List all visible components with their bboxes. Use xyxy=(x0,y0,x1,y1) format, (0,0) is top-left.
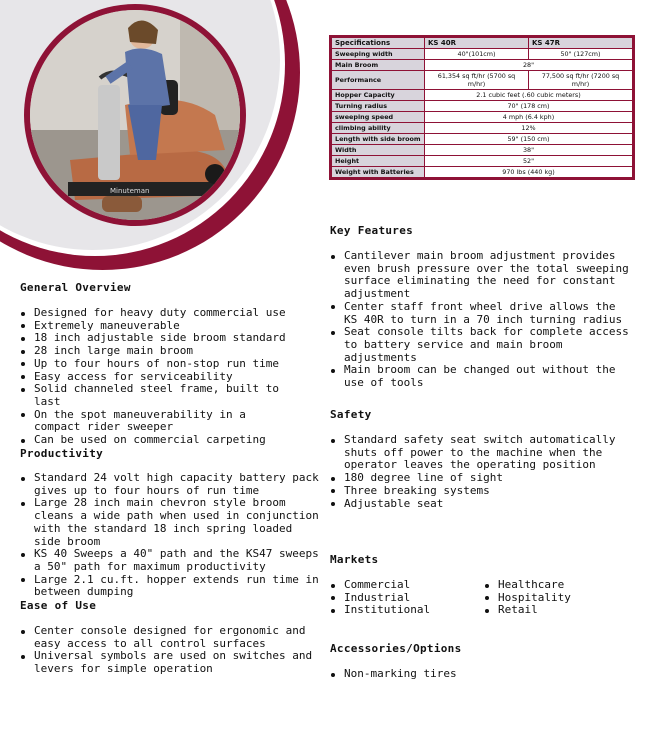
list-item: Easy access for serviceability xyxy=(20,371,295,384)
general-overview-list xyxy=(20,307,295,447)
specs-value: 28" xyxy=(425,60,633,71)
productivity-heading: Productivity xyxy=(20,447,104,460)
specs-row xyxy=(332,101,633,112)
list-item: 18 inch adjustable side broom standard xyxy=(20,332,295,345)
accessories-heading: Accessories/Options xyxy=(330,642,462,655)
markets-list-left xyxy=(330,579,470,617)
list-item: Adjustable seat xyxy=(330,498,635,511)
list-item: Universal symbols are used on switches and levers for simple operation xyxy=(20,650,320,675)
specs-value: 70" (178 cm) xyxy=(425,101,633,112)
list-item: Non-marking tires xyxy=(330,668,630,681)
specs-value: 40"(101cm) xyxy=(425,49,529,60)
key-features-list xyxy=(330,250,630,390)
list-item: Large 28 inch main chevron style broom cleans a wide path when used in conjunction with the standard 18 inch spring loaded side broom xyxy=(20,497,320,548)
specs-label: Length with side broom xyxy=(332,134,425,145)
specs-value: 2.1 cubic feet (.60 cubic meters) xyxy=(425,90,633,101)
list-item: Hospitality xyxy=(484,592,624,605)
specs-header-label: Specifications xyxy=(332,38,425,49)
list-item: Cantilever main broom adjustment provides even brush pressure over the total sweeping surface eliminating the need for constant adjustment xyxy=(330,250,630,301)
specs-value: 970 lbs (440 kg) xyxy=(425,167,633,178)
specs-row xyxy=(332,90,633,101)
specs-value: 4 mph (6.4 kph) xyxy=(425,112,633,123)
list-item: Standard 24 volt high capacity battery pack gives up to four hours of run time xyxy=(20,472,320,497)
rider-sweeper-illustration xyxy=(30,10,240,220)
key-features-heading: Key Features xyxy=(330,224,414,237)
markets-list-right xyxy=(484,579,624,617)
specs-label: Height xyxy=(332,156,425,167)
general-overview-heading: General Overview xyxy=(20,281,131,294)
list-item: Healthcare xyxy=(484,579,624,592)
list-item: Three breaking systems xyxy=(330,485,635,498)
specs-value: 52" xyxy=(425,156,633,167)
list-item: Seat console tilts back for complete access to battery service and main broom adjustments xyxy=(330,326,630,364)
specs-row xyxy=(332,167,633,178)
specs-row xyxy=(332,49,633,60)
list-item: Up to four hours of non-stop run time xyxy=(20,358,295,371)
specs-row xyxy=(332,112,633,123)
list-item: Commercial xyxy=(330,579,470,592)
specs-header-ks47r: KS 47R xyxy=(529,38,633,49)
list-item: Center staff front wheel drive allows the KS 40R to turn in a 70 inch turning radius xyxy=(330,301,630,326)
specs-row xyxy=(332,134,633,145)
list-item: Large 2.1 cu.ft. hopper extends run time in between dumping xyxy=(20,574,320,599)
list-item: Center console designed for ergonomic and easy access to all control surfaces xyxy=(20,625,320,650)
list-item: Industrial xyxy=(330,592,470,605)
specs-value: 38" xyxy=(425,145,633,156)
safety-list xyxy=(330,434,635,510)
list-item: KS 40 Sweeps a 40" path and the KS47 sweeps a 50" path for maximum productivity xyxy=(20,548,320,573)
accessories-list xyxy=(330,668,630,681)
specs-row xyxy=(332,60,633,71)
productivity-list xyxy=(20,472,320,599)
specs-row xyxy=(332,156,633,167)
specs-label: Turning radius xyxy=(332,101,425,112)
ease-of-use-list xyxy=(20,625,320,676)
list-item: On the spot maneuverability in a compact rider sweeper xyxy=(20,409,295,434)
list-item: 180 degree line of sight xyxy=(330,472,635,485)
list-item: Solid channeled steel frame, built to last xyxy=(20,383,295,408)
specs-row xyxy=(332,123,633,134)
specs-label: Hopper Capacity xyxy=(332,90,425,101)
specs-label: sweeping speed xyxy=(332,112,425,123)
specs-value: 61,354 sq ft/hr (5700 sq m/hr) xyxy=(425,71,529,90)
list-item: Institutional xyxy=(330,604,470,617)
markets-heading: Markets xyxy=(330,553,379,566)
specs-label: Performance xyxy=(332,71,425,90)
specs-value: 59" (150 cm) xyxy=(425,134,633,145)
specifications-table xyxy=(329,35,635,180)
specs-label: Weight with Batteries xyxy=(332,167,425,178)
list-item: Retail xyxy=(484,604,624,617)
specs-label: Width xyxy=(332,145,425,156)
safety-heading: Safety xyxy=(330,408,372,421)
specs-label: climbing ability xyxy=(332,123,425,134)
specs-label: Sweeping width xyxy=(332,49,425,60)
brand-text: Minuteman xyxy=(110,187,150,195)
specs-header-row xyxy=(332,38,633,49)
specs-row xyxy=(332,145,633,156)
list-item: Main broom can be changed out without the use of tools xyxy=(330,364,630,389)
list-item: Extremely maneuverable xyxy=(20,320,295,333)
specs-value: 50" (127cm) xyxy=(529,49,633,60)
specs-value: 77,500 sq ft/hr (7200 sq m/hr) xyxy=(529,71,633,90)
list-item: Standard safety seat switch automatically shuts off power to the machine when the operator leaves the operating position xyxy=(330,434,635,472)
specs-label: Main Broom xyxy=(332,60,425,71)
list-item: 28 inch large main broom xyxy=(20,345,295,358)
specs-header-ks40r: KS 40R xyxy=(425,38,529,49)
product-photo xyxy=(30,10,240,220)
list-item: Designed for heavy duty commercial use xyxy=(20,307,295,320)
specs-value: 12% xyxy=(425,123,633,134)
specs-row xyxy=(332,71,633,90)
list-item: Can be used on commercial carpeting xyxy=(20,434,295,447)
ease-of-use-heading: Ease of Use xyxy=(20,599,97,612)
